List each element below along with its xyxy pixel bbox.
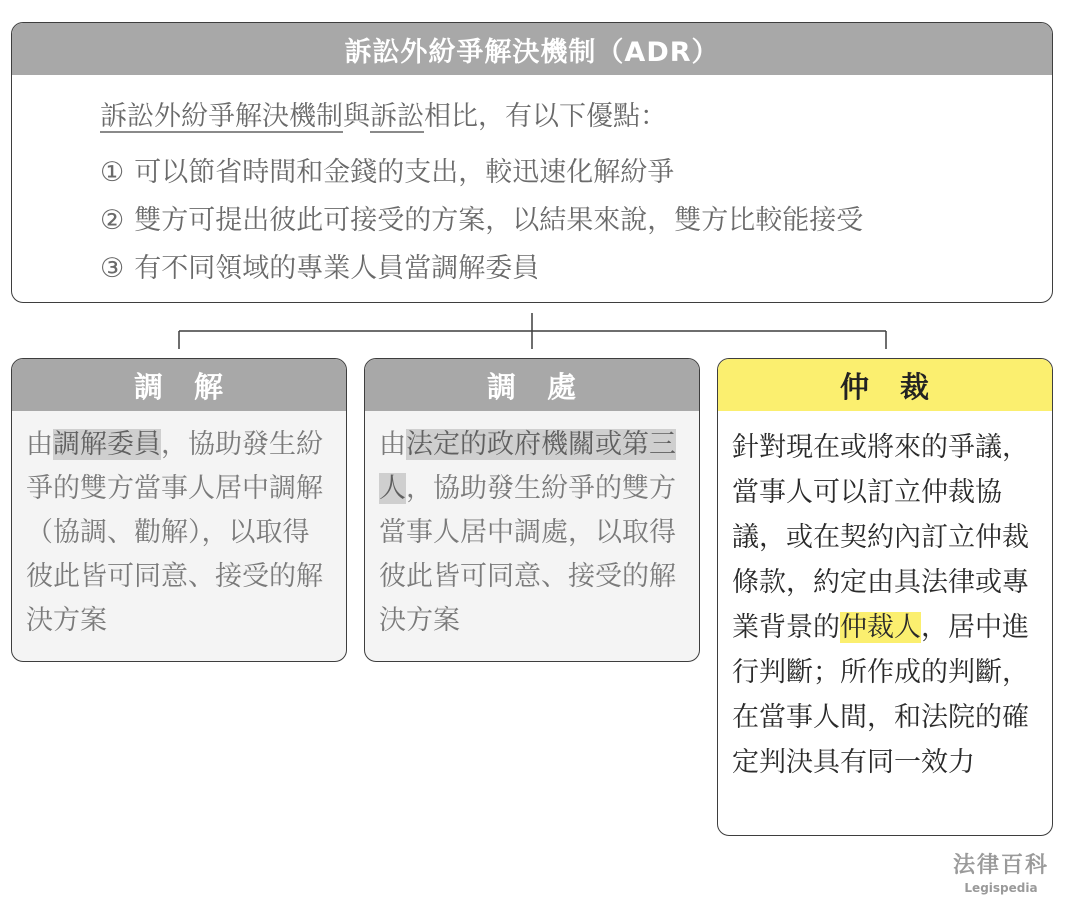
text-pre: 由 xyxy=(379,429,406,460)
text-pre: 針對現在或將來的爭議，當事人可以訂立仲裁協議，或在契約內訂立仲裁條款，約定由具法律或專業背景的 xyxy=(732,432,1029,643)
advantage-list xyxy=(100,149,1052,293)
circle-3-icon: ③ xyxy=(100,253,125,284)
text-pre: 由 xyxy=(26,429,53,460)
highlight-authority: 法定的政府機關或第三人 xyxy=(379,429,676,504)
text-post: ，居中進行判斷；所作成的判斷，在當事人間，和法院的確定判決具有同一效力 xyxy=(732,612,1029,778)
circle-2-icon: ② xyxy=(100,205,125,236)
card-conciliation xyxy=(364,358,700,662)
advantage-text: 可以節省時間和金錢的支出，較迅速化解紛爭 xyxy=(134,157,675,188)
brand-logo xyxy=(952,848,1050,895)
brand-name-en: Legispedia xyxy=(964,881,1038,895)
advantage-text: 有不同領域的專業人員當調解委員 xyxy=(134,253,540,284)
adr-intro xyxy=(100,97,1052,137)
advantage-item xyxy=(100,149,1052,197)
adr-box xyxy=(11,22,1053,303)
card-arbitration-title: 仲 裁 xyxy=(718,359,1052,411)
brand-name: 法律百科 xyxy=(952,853,1049,878)
adr-title: 訴訟外紛爭解決機制（ADR） xyxy=(12,23,1052,75)
card-conciliation-text xyxy=(365,411,699,643)
card-arbitration xyxy=(717,358,1053,836)
circle-1-icon: ① xyxy=(100,157,125,188)
advantage-text: 雙方可提出彼此可接受的方案，以結果來說，雙方比較能接受 xyxy=(134,205,864,236)
adr-conj: 與 xyxy=(343,101,370,132)
highlight-mediator: 調解委員 xyxy=(53,429,161,460)
adr-term-adr: 訴訟外紛爭解決機制 xyxy=(100,101,343,132)
card-mediation-text xyxy=(12,411,346,643)
advantage-item xyxy=(100,197,1052,245)
tree-connector xyxy=(0,303,1065,359)
card-mediation-title: 調 解 xyxy=(12,359,346,411)
adr-term-litigation: 訴訟 xyxy=(370,101,424,132)
highlight-arbitrator: 仲裁人 xyxy=(840,612,921,643)
card-conciliation-title: 調 處 xyxy=(365,359,699,411)
text-post: ，協助發生紛爭的雙方當事人居中調解（協調、勸解），以取得彼此皆可同意、接受的解決方案 xyxy=(26,429,323,636)
text-post: ，協助發生紛爭的雙方當事人居中調處，以取得彼此皆可同意、接受的解決方案 xyxy=(379,473,676,636)
advantage-item xyxy=(100,245,1052,293)
card-mediation xyxy=(11,358,347,662)
adr-body xyxy=(12,75,1052,293)
adr-intro-rest: 相比，有以下優點： xyxy=(424,101,667,132)
card-arbitration-text xyxy=(718,411,1052,785)
